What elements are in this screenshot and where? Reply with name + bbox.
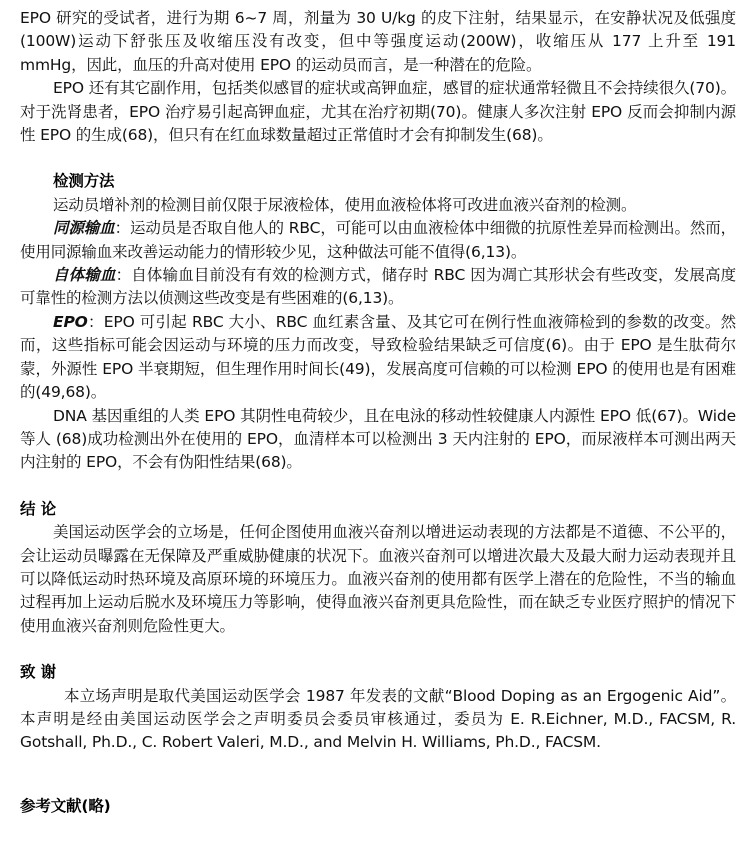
section-spacer bbox=[20, 778, 736, 795]
paragraph-detection-intro: 运动员增补剂的检测目前仅限于尿液检体，使用血液检体将可改进血液兴奋剂的检测。 bbox=[53, 195, 637, 214]
section-spacer bbox=[20, 638, 736, 661]
section-heading-detection: 检测方法 bbox=[53, 172, 115, 191]
section-spacer bbox=[20, 475, 736, 498]
text-autologous-transfusion: ：自体输血目前没有有效的检测方式，储存时 RBC 因为凋亡其形状会有些改变，发展高度可靠性的检测方法以侦测这些改变是有些困难的(6,13)。 bbox=[20, 266, 737, 308]
term-epo: EPO bbox=[53, 312, 88, 331]
section-heading-acknowledgment: 致 谢 bbox=[20, 663, 56, 682]
detection-methods-section bbox=[20, 170, 736, 474]
text-epo-detection: ：EPO 可引起 RBC 大小、RBC 血红素含量、及其它可在例行性血液筛检到的参数的改变。然而，这些指标可能会因运动与环境的压力而改变，导致检验结果缺乏可信度(6)。由于 EPO 是生肽荷尔蒙，外源性 EPO 半衰期短，但生理作用时间长(49)，发展高度可信赖的可以检测 EPO 的使用也是有困难的(49,68)。 bbox=[20, 312, 736, 402]
paragraph-autologous-transfusion bbox=[20, 264, 736, 311]
paragraph-homologous-transfusion bbox=[20, 217, 736, 264]
term-homologous-transfusion: 同源输血 bbox=[53, 219, 115, 238]
paragraph-conclusion: 美国运动医学会的立场是，任何企图使用血液兴奋剂以增进运动表现的方法都是不道德、不公平的，会让运动员曝露在无保障及严重威胁健康的状况下。血液兴奋剂可以增进次最大及最大耐力运动表现并且可以降低运动时热环境及高原环境的环境压力。血液兴奋剂的使用都有医学上潜在的危险性，不当的输血过程再加上运动后脱水及环境压力等影响，使得血液兴奋剂更具危险性，而在缺乏专业医疗照护的情况下使用血液兴奋剂则危险性更大。 bbox=[20, 523, 736, 635]
conclusion-section bbox=[20, 498, 736, 638]
paragraph-epo-detection bbox=[20, 311, 736, 405]
paragraph-dna-epo: DNA 基因重组的人类 EPO 其阴性电荷较少，且在电泳的移动性较健康人内源性 EPO 低(67)。Wide 等人 (68)成功检测出外在使用的 EPO，血清样本可以检测出 3 天内注射的 EPO，而尿液样本可测出两天内注射的 EPO，不会有伪阳性结果(68)。 bbox=[20, 406, 736, 472]
paragraph-epo-side-effects: EPO 还有其它副作用，包括类似感冒的症状或高钾血症，感冒的症状通常轻微且不会持续很久(70)。对于洗肾患者，EPO 治疗易引起高钾血症，尤其在治疗初期(70)。健康人多次注射 EPO 反而会抑制内源性 EPO 的生成(68)，但只有在红血球数量超过正常值时才会有抑制发生(68)。 bbox=[20, 79, 736, 145]
paragraph-epo-blood-pressure: EPO 研究的受试者，进行为期 6~7 周，剂量为 30 U/kg 的皮下注射，结果显示，在安静状况及低强度(100W)运动下舒张压及收缩压没有改变，但中等强度运动(200W)，收缩压从 177 上升至 191 mmHg，因此，血压的升高对使用 EPO 的运动员而言，是一种潜在的危险。 bbox=[20, 9, 736, 74]
section-spacer bbox=[20, 147, 736, 170]
paragraph-acknowledgment: 本立场声明是取代美国运动医学会 1987 年发表的文献“Blood Doping as an Ergogenic Aid”。本声明是经由美国运动医学会之声明委员会委员审核通过，委员为 E. R.Eichner, M.D., FACSM, R. Gotshall, Ph.D., C. Robert Valeri, M.D., and Melvin H. Williams, Ph.D., FACSM. bbox=[20, 686, 736, 752]
text-homologous-transfusion: ：运动员是否取自他人的 RBC，可能可以由血液检体中细微的抗原性差异而检测出。然而，使用同源输血来改善运动能力的情形较少见，这种做法可能不值得(6,13)。 bbox=[20, 219, 736, 261]
acknowledgment-section bbox=[20, 661, 736, 755]
section-spacer bbox=[20, 755, 736, 778]
section-heading-conclusion: 结 论 bbox=[20, 499, 56, 518]
term-autologous-transfusion: 自体输血 bbox=[53, 266, 116, 285]
section-heading-references: 参考文献(略) bbox=[20, 796, 111, 815]
